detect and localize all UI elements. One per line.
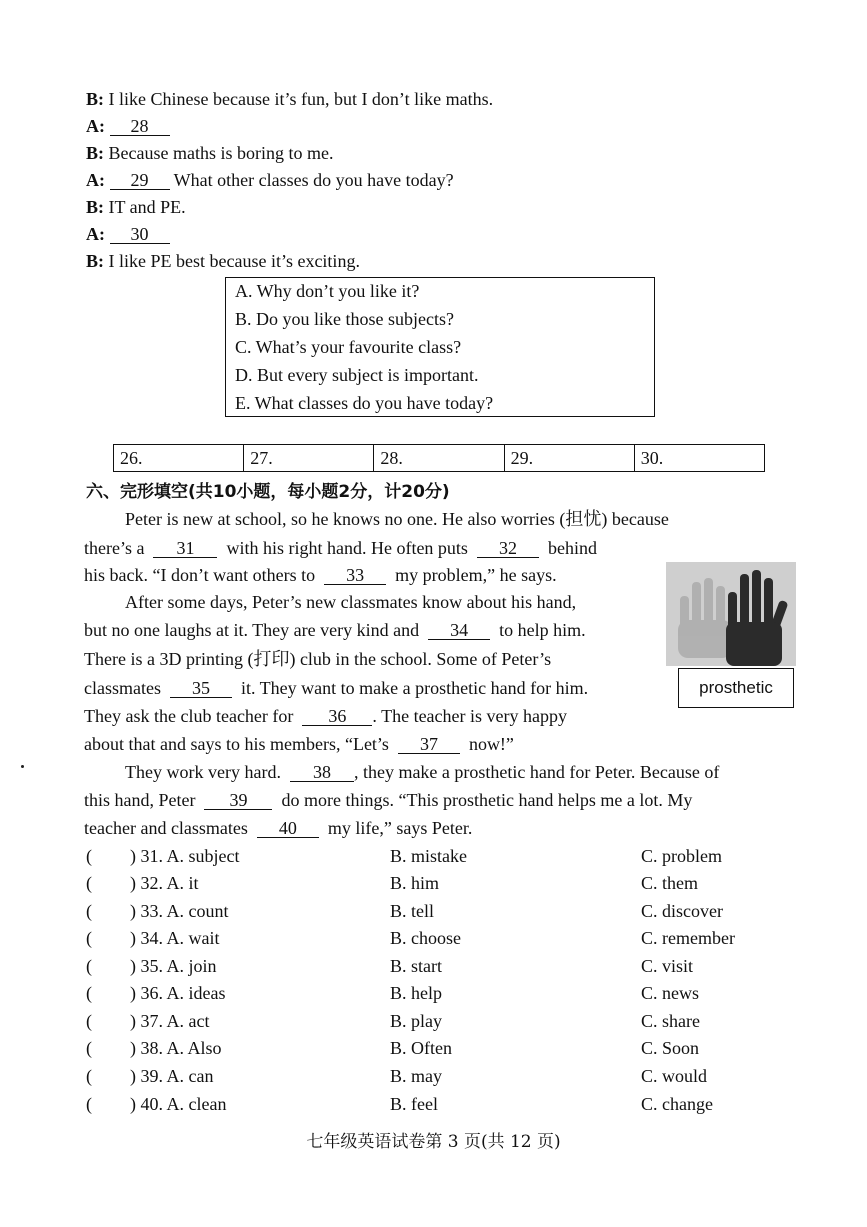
question-option-c: C. visit bbox=[641, 956, 694, 976]
blank-36: 36 bbox=[302, 707, 372, 726]
prosthetic-hand-image bbox=[666, 562, 796, 666]
question-option-c: C. news bbox=[641, 983, 699, 1003]
passage-line: Peter is new at school, so he knows no one. He also worries (担忧) because bbox=[125, 509, 669, 529]
option-b: B. Do you like those subjects? bbox=[235, 309, 454, 329]
question-option-b: B. play bbox=[390, 1011, 442, 1031]
answer-cell-27[interactable]: 27. bbox=[244, 445, 374, 472]
answer-cell-26[interactable]: 26. bbox=[114, 445, 244, 472]
passage-line: There is a 3D printing (打印) club in the school. Some of Peter’s bbox=[84, 649, 552, 669]
question-option-b: B. feel bbox=[390, 1094, 438, 1114]
question-option-a: ) 39. A. can bbox=[130, 1066, 214, 1086]
question-option-a: ) 33. A. count bbox=[130, 901, 229, 921]
option-c: C. What’s your favourite class? bbox=[235, 337, 462, 357]
question-option-b: B. start bbox=[390, 956, 442, 976]
scan-speck bbox=[21, 765, 24, 768]
blank-40: 40 bbox=[257, 819, 319, 838]
question-option-c: C. Soon bbox=[641, 1038, 700, 1058]
question-option-a: ) 31. A. subject bbox=[130, 846, 240, 866]
passage-line: teacher and classmates 40 my life,” says Peter. bbox=[84, 818, 473, 838]
dialogue-line: B: Because maths is boring to me. bbox=[86, 143, 334, 163]
question-paren[interactable]: ( bbox=[86, 1094, 92, 1114]
question-option-c: C. change bbox=[641, 1094, 713, 1114]
answer-table bbox=[113, 444, 765, 472]
blank-29: 29 bbox=[110, 171, 170, 190]
question-paren[interactable]: ( bbox=[86, 1066, 92, 1086]
answer-cell-29[interactable]: 29. bbox=[504, 445, 634, 472]
blank-39: 39 bbox=[204, 791, 272, 810]
passage-line: but no one laughs at it. They are very kind and 34 to help him. bbox=[84, 620, 586, 640]
dialogue-line: A: 30 bbox=[86, 223, 170, 245]
blank-32: 32 bbox=[477, 539, 539, 558]
question-option-c: C. remember bbox=[641, 928, 735, 948]
question-option-b: B. help bbox=[390, 983, 442, 1003]
question-option-b: B. may bbox=[390, 1066, 442, 1086]
question-paren[interactable]: ( bbox=[86, 956, 92, 976]
question-option-a: ) 34. A. wait bbox=[130, 928, 220, 948]
passage-line: about that and says to his members, “Let’s 37 now!” bbox=[84, 734, 514, 754]
question-paren[interactable]: ( bbox=[86, 873, 92, 893]
blank-37: 37 bbox=[398, 735, 460, 754]
question-option-a: ) 40. A. clean bbox=[130, 1094, 227, 1114]
dialogue-line: A: 28 bbox=[86, 115, 170, 137]
blank-33: 33 bbox=[324, 566, 386, 585]
dialogue-line: B: I like Chinese because it’s fun, but I don’t like maths. bbox=[86, 89, 494, 109]
passage-line: classmates 35 it. They want to make a prosthetic hand for him. bbox=[84, 678, 589, 698]
answer-cell-30[interactable]: 30. bbox=[634, 445, 764, 472]
blank-31: 31 bbox=[153, 539, 217, 558]
options-box bbox=[225, 277, 655, 417]
passage-line: his back. “I don’t want others to 33 my problem,” he says. bbox=[84, 565, 557, 585]
question-option-c: C. them bbox=[641, 873, 698, 893]
question-paren[interactable]: ( bbox=[86, 846, 92, 866]
question-option-c: C. discover bbox=[641, 901, 723, 921]
passage-line: After some days, Peter’s new classmates know about his hand, bbox=[125, 592, 577, 612]
blank-35: 35 bbox=[170, 679, 232, 698]
question-option-b: B. choose bbox=[390, 928, 461, 948]
dialogue-line: B: IT and PE. bbox=[86, 197, 186, 217]
blank-28: 28 bbox=[110, 117, 170, 136]
question-option-c: C. share bbox=[641, 1011, 700, 1031]
question-option-a: ) 35. A. join bbox=[130, 956, 217, 976]
passage-line: there’s a 31 with his right hand. He often puts 32 behind bbox=[84, 538, 597, 558]
question-option-a: ) 38. A. Also bbox=[130, 1038, 222, 1058]
blank-38: 38 bbox=[290, 763, 354, 782]
blank-30: 30 bbox=[110, 225, 170, 244]
option-a: A. Why don’t you like it? bbox=[235, 281, 420, 301]
hand-illustration bbox=[666, 562, 796, 666]
page-footer: 七年级英语试卷第 3 页(共 12 页) bbox=[306, 1132, 561, 1152]
question-option-b: B. him bbox=[390, 873, 440, 893]
passage-line: They ask the club teacher for 36 . The teacher is very happy bbox=[84, 706, 567, 726]
dialogue-line: A: 29 What other classes do you have today? bbox=[86, 170, 454, 190]
question-paren[interactable]: ( bbox=[86, 928, 92, 948]
figure-caption: prosthetic bbox=[678, 668, 794, 708]
passage-line: They work very hard. 38 , they make a prosthetic hand for Peter. Because of bbox=[125, 762, 720, 782]
option-d: D. But every subject is important. bbox=[235, 365, 479, 385]
question-paren[interactable]: ( bbox=[86, 901, 92, 921]
question-option-c: C. would bbox=[641, 1066, 708, 1086]
question-option-a: ) 36. A. ideas bbox=[130, 983, 226, 1003]
question-paren[interactable]: ( bbox=[86, 1038, 92, 1058]
question-option-c: C. problem bbox=[641, 846, 722, 866]
question-paren[interactable]: ( bbox=[86, 1011, 92, 1031]
passage-line: this hand, Peter 39 do more things. “This prosthetic hand helps me a lot. My bbox=[84, 790, 693, 810]
dialogue-line: B: I like PE best because it’s exciting. bbox=[86, 251, 360, 271]
question-option-a: ) 37. A. act bbox=[130, 1011, 210, 1031]
blank-34: 34 bbox=[428, 621, 490, 640]
question-option-b: B. tell bbox=[390, 901, 434, 921]
section-title: 六、完形填空(共10小题，每小题2分，计20分) bbox=[86, 482, 450, 502]
question-paren[interactable]: ( bbox=[86, 983, 92, 1003]
question-option-b: B. Often bbox=[390, 1038, 452, 1058]
option-e: E. What classes do you have today? bbox=[235, 393, 494, 413]
answer-cell-28[interactable]: 28. bbox=[374, 445, 504, 472]
question-option-a: ) 32. A. it bbox=[130, 873, 199, 893]
question-option-b: B. mistake bbox=[390, 846, 467, 866]
